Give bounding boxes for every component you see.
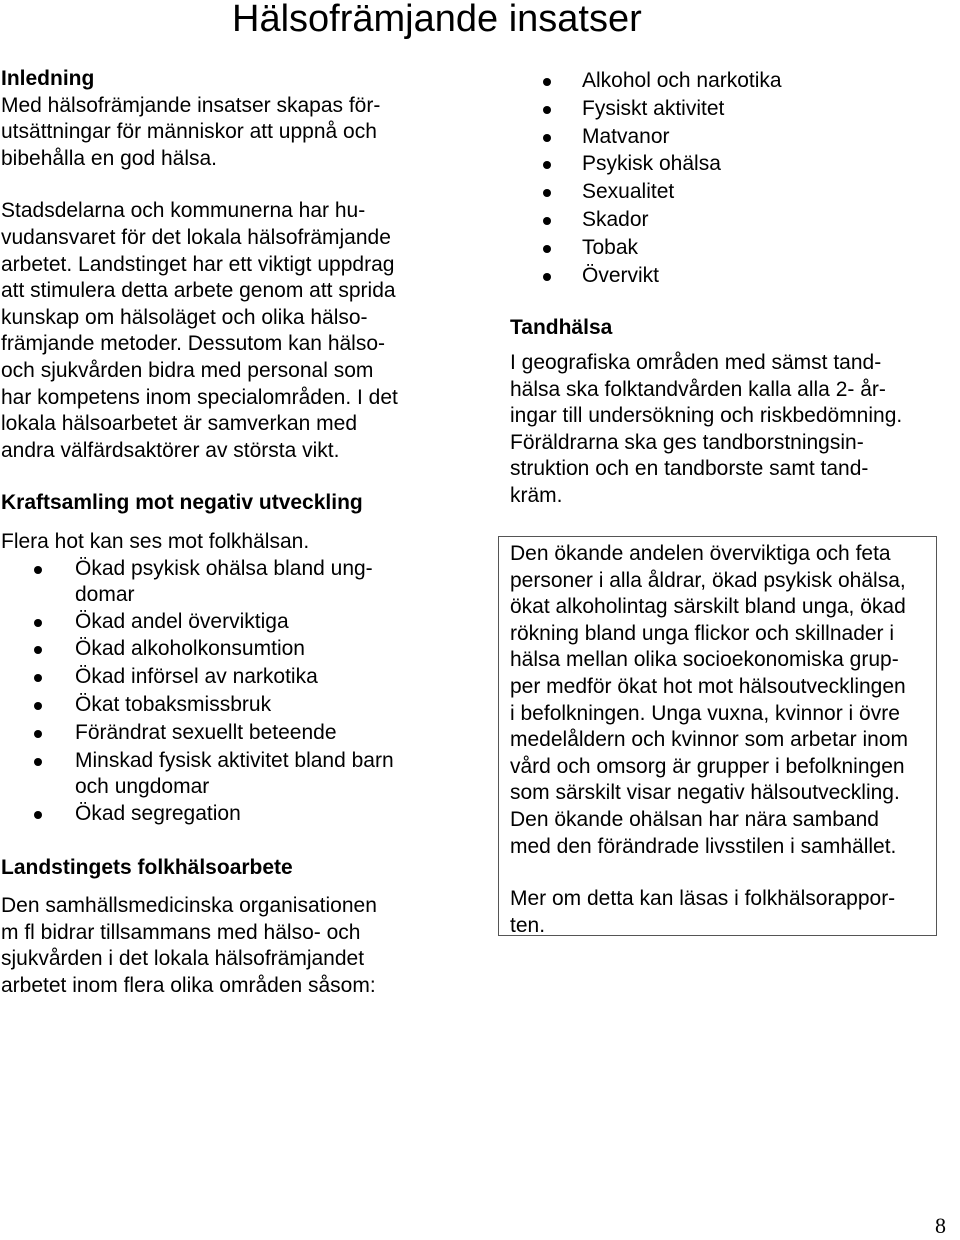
text-line: vård och omsorg är grupper i befolkningen: [510, 754, 905, 778]
list-item: [509, 151, 958, 179]
text-line: utsättningar för människor att uppnå och: [1, 120, 377, 144]
list-item: [509, 124, 958, 152]
text-line: Mer om detta kan läsas i folkhälsorappor-: [510, 887, 896, 911]
item-text: Ökad andel överviktiga: [75, 609, 289, 633]
bullet-icon: [34, 674, 42, 682]
text-line: personer i alla åldrar, ökad psykisk ohälsa,: [510, 568, 906, 592]
text-line: sjukvården i det lokala hälsofrämjandet: [1, 947, 365, 971]
list-item: [1, 664, 451, 692]
list-item: [1, 556, 451, 609]
text-line: Den samhällsmedicinska organisationen: [1, 894, 377, 918]
item-text: domar: [75, 583, 135, 607]
list-item: [509, 207, 958, 235]
threats-intro: Flera hot kan ses mot folkhälsan.: [1, 529, 310, 553]
text-line: Den ökande ohälsan har nära samband: [510, 807, 879, 831]
item-text: Psykisk ohälsa: [582, 152, 721, 176]
item-text: Ökad psykisk ohälsa bland ung-: [75, 556, 373, 580]
page-number: 8: [935, 1213, 946, 1238]
left-column: [1, 66, 451, 1000]
text-line: Föräldrarna ska ges tandborstningsin-: [510, 430, 864, 454]
text-line: främjande metoder. Dessutom kan hälso-: [1, 332, 386, 356]
item-text: Ökad införsel av narkotika: [75, 665, 318, 689]
item-text: Ökat tobaksmissbruk: [75, 693, 272, 717]
bullet-icon: [34, 758, 42, 766]
bullet-icon: [543, 245, 551, 253]
list-item: [509, 179, 958, 207]
tandhalsa-heading: Tandhälsa: [510, 316, 613, 340]
bullet-icon: [543, 134, 551, 142]
info-box: [498, 536, 937, 936]
list-item: [1, 692, 451, 720]
threats-list: [1, 556, 451, 829]
text-line: arbetet inom flera olika områden såsom:: [1, 974, 376, 998]
list-item: [1, 720, 451, 748]
text-line: Den ökande andelen överviktiga och feta: [510, 542, 891, 565]
list-item: [1, 636, 451, 664]
info-box-paragraph: [510, 541, 936, 860]
areas-list: [509, 68, 958, 290]
text-line: lokala hälsoarbetet är samverkan med: [1, 412, 358, 436]
text-line: kunskap om hälsoläget och olika hälso-: [1, 305, 368, 329]
item-text: Tobak: [582, 235, 639, 259]
item-text: Minskad fysisk aktivitet bland barn: [75, 748, 394, 772]
text-line: med den förändrade livsstilen i samhället.: [510, 834, 897, 858]
item-text: Förändrat sexuellt beteende: [75, 720, 337, 744]
text-line: kräm.: [510, 483, 563, 507]
bullet-icon: [543, 106, 551, 114]
text-line: struktion och en tandborste samt tand-: [510, 457, 869, 481]
intro-heading: Inledning: [1, 67, 95, 90]
bullet-icon: [543, 273, 551, 281]
page-title: Hälsofrämjande insatser: [232, 0, 642, 40]
bullet-icon: [34, 646, 42, 654]
list-item: [1, 801, 451, 829]
text-line: ökat alkoholintag särskilt bland unga, ökad: [510, 595, 906, 619]
list-item: [509, 235, 958, 263]
item-text: Fysiskt aktivitet: [582, 96, 725, 120]
text-line: per medför ökat hot mot hälsoutvecklingen: [510, 674, 906, 698]
text-line: att stimulera detta arbete genom att sprida: [1, 279, 396, 303]
tandhalsa-paragraph: [510, 350, 958, 510]
kraftsamling-heading: Kraftsamling mot negativ utveckling: [1, 491, 363, 515]
landstinget-paragraph: [1, 893, 451, 999]
text-line: Stadsdelarna och kommunerna har hu-: [1, 199, 366, 223]
text-line: har kompetens inom specialområden. I det: [1, 385, 398, 409]
list-item: [1, 609, 451, 637]
text-line: m fl bidrar tillsammans med hälso- och: [1, 920, 361, 944]
info-box-more: [510, 886, 936, 939]
bullet-icon: [34, 702, 42, 710]
bullet-icon: [543, 161, 551, 169]
right-column: [510, 68, 958, 510]
list-item: [509, 263, 958, 291]
list-item: [509, 96, 958, 124]
text-line: medelåldern och kvinnor som arbetar inom: [510, 728, 909, 752]
item-text: Ökad segregation: [75, 801, 241, 825]
bullet-icon: [543, 217, 551, 225]
item-text: Alkohol och narkotika: [582, 69, 782, 92]
responsibility-paragraph: [1, 198, 451, 464]
item-text: Matvanor: [582, 124, 670, 148]
text-line: och sjukvården bidra med personal som: [1, 358, 374, 382]
landstinget-heading: Landstingets folkhälsoarbete: [1, 855, 293, 879]
text-line: bibehålla en god hälsa.: [1, 146, 218, 170]
text-line: Med hälsofrämjande insatser skapas för-: [1, 93, 381, 117]
intro-paragraph: [1, 93, 451, 173]
text-line: arbetet. Landstinget har ett viktigt uppdrag: [1, 252, 395, 276]
item-text: Sexualitet: [582, 180, 675, 204]
bullet-icon: [34, 811, 42, 819]
text-line: ingar till undersökning och riskbedömning.: [510, 404, 903, 428]
text-line: vudansvaret för det lokala hälsofrämjande: [1, 225, 391, 249]
text-line: hälsa mellan olika socioekonomiska grup-: [510, 648, 899, 672]
item-text: och ungdomar: [75, 775, 210, 799]
text-line: ten.: [510, 913, 546, 937]
text-line: som särskilt visar negativ hälsoutveckling.: [510, 781, 900, 805]
list-item: [1, 748, 451, 801]
bullet-icon: [34, 619, 42, 627]
text-line: hälsa ska folktandvården kalla alla 2- år-: [510, 377, 886, 401]
item-text: Skador: [582, 207, 649, 231]
text-line: andra välfärdsaktörer av största vikt.: [1, 438, 340, 462]
text-line: i befolkningen. Unga vuxna, kvinnor i övre: [510, 701, 900, 725]
list-item: [509, 68, 958, 96]
bullet-icon: [543, 78, 551, 86]
bullet-icon: [543, 189, 551, 197]
text-line: rökning bland unga flickor och skillnader i: [510, 621, 895, 645]
text-line: I geografiska områden med sämst tand-: [510, 350, 882, 374]
item-text: Övervikt: [582, 263, 660, 287]
bullet-icon: [34, 566, 42, 574]
bullet-icon: [34, 730, 42, 738]
item-text: Ökad alkoholkonsumtion: [75, 637, 305, 661]
